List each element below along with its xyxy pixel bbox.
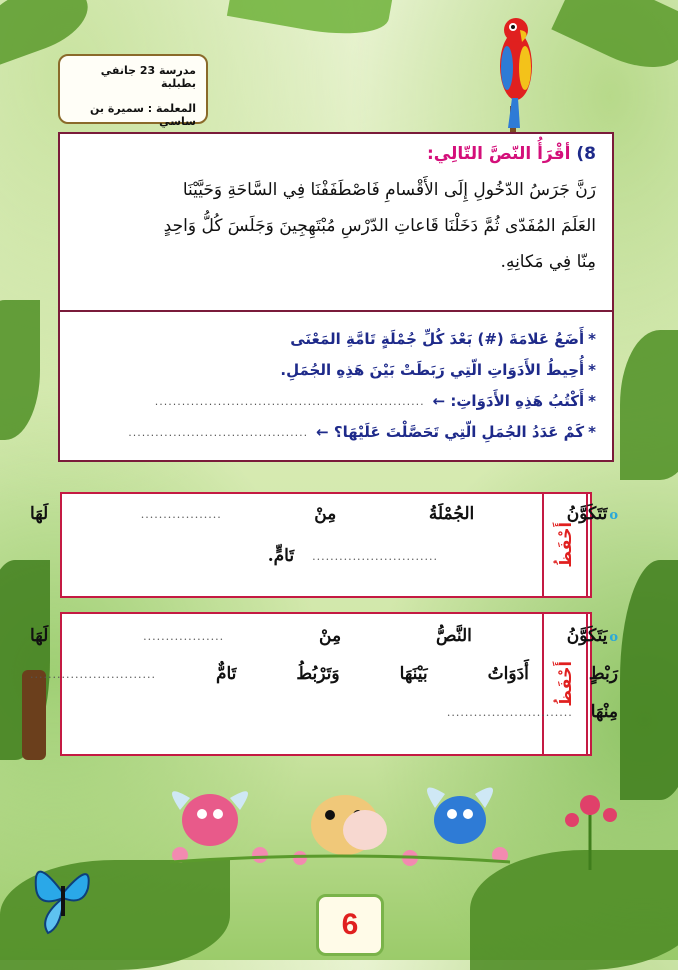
task-text: أَضَعُ عَلامَةَ (#) بَعْدَ كُلِّ جُمْلَةٍ تَامَّةِ المَعْنَى <box>290 330 585 348</box>
bullet-icon: o <box>609 508 618 523</box>
rule-text-paragraph <box>30 626 618 722</box>
rule-word: مِنْهَا <box>590 702 618 722</box>
rule-word: مِنْ <box>319 626 342 646</box>
flower-decoration <box>560 790 620 870</box>
star-icon: * <box>588 392 596 410</box>
foliage-decoration <box>620 560 678 800</box>
reading-line: مِنّا فِي مَكانِهِ. <box>500 252 596 272</box>
rule-word: لَهَا <box>30 504 49 524</box>
butterfly-illustration <box>28 848 98 938</box>
star-icon: * <box>588 330 596 348</box>
reading-line: العَلَمَ المُفَدّى ثُمَّ دَخَلْنَا قَاعاتِ الدّرْسِ مُبْتَهِجِينَ وَجَلَسَ كُلُّ وَاحِدٍ <box>163 216 596 236</box>
parrot-illustration <box>492 8 540 138</box>
rule-word: تَامٌّ <box>215 664 237 684</box>
foliage-decoration <box>0 300 40 440</box>
teacher-name: المعلمة : سميرة بن ساسي <box>90 102 196 128</box>
task-text: أُحِيطُ الأَدَوَاتِ الّتِي رَبَطَتْ بَيْنَ هَذِهِ الجُمَلِ. <box>280 361 585 379</box>
rule-sentence-text <box>30 504 618 566</box>
memorize-label: أَحْفَظُ <box>555 522 575 568</box>
rule-word-text: يَتَكَوَّنُ <box>566 626 608 646</box>
foliage-decoration <box>551 0 678 84</box>
question-heading <box>76 144 596 164</box>
question-number: 8) <box>576 144 596 164</box>
foliage-decoration <box>227 0 393 44</box>
rule-line <box>30 546 618 566</box>
rule-word: وَتَرْبُطُ <box>296 664 340 684</box>
rule-word: بَيْنَهَا <box>399 664 428 684</box>
star-icon: * <box>588 423 596 441</box>
answer-blank[interactable]: ............................ <box>30 667 156 681</box>
task-item <box>76 417 596 448</box>
reading-text <box>76 172 596 280</box>
bullet-icon: o <box>609 630 618 645</box>
rule-line <box>30 626 618 646</box>
answer-blank[interactable]: ............................ <box>312 549 438 563</box>
reading-line: رَنَّ جَرَسُ الدّخُولِ إِلَى الأَقْسامِ فَاصْطَفَفْنَا فِي السَّاحَةِ وَحَيَّيْنَا <box>182 180 596 200</box>
rule-line <box>30 664 618 684</box>
answer-blank[interactable]: ............................ <box>446 705 573 719</box>
tasks-panel <box>58 312 614 462</box>
rule-word: أَدَوَاتُ <box>487 664 529 684</box>
question-title: أقْرَأُ النّصَّ التّالِي: <box>426 144 571 164</box>
rule-line <box>30 702 618 722</box>
foliage-decoration <box>620 330 678 480</box>
page-number: 6 <box>316 894 384 956</box>
rule-word: الجُمْلَةُ <box>428 504 475 524</box>
school-name: مدرسة 23 جانفي بطبلبة <box>100 64 196 90</box>
rule-word: رَبْطٍ <box>588 664 618 684</box>
school-info-box <box>58 54 208 128</box>
rule-word-text: تَتَكَوَّنُ <box>566 504 608 524</box>
task-item <box>76 386 596 417</box>
memorize-label: أَحْفَظُ <box>555 661 575 707</box>
rule-line <box>30 504 618 524</box>
rule-word: مِنْ <box>314 504 337 524</box>
rule-word: النَّصُّ <box>436 626 472 646</box>
answer-blank[interactable]: .................. <box>143 629 225 643</box>
task-text: كَمْ عَدَدُ الجُمَلِ الّتِي تَحَصَّلْتَ عَلَيْهَا؟ ← <box>316 423 585 441</box>
answer-blank[interactable]: ........................................ <box>128 426 309 439</box>
rule-word <box>567 626 618 646</box>
task-item <box>76 324 596 355</box>
reading-panel <box>58 132 614 312</box>
task-item <box>76 355 596 386</box>
rule-word: تَامٍّ. <box>267 546 295 566</box>
star-icon: * <box>588 361 596 379</box>
cartoon-animals-illustration <box>160 780 520 870</box>
answer-blank[interactable]: .................. <box>140 507 222 521</box>
task-text: أَكْتُبُ هَذِهِ الأَدَوَاتِ: ← <box>432 392 585 410</box>
rule-word <box>567 504 618 524</box>
answer-blank[interactable]: ............................................................ <box>154 395 425 408</box>
rule-word: لَهَا <box>30 626 49 646</box>
